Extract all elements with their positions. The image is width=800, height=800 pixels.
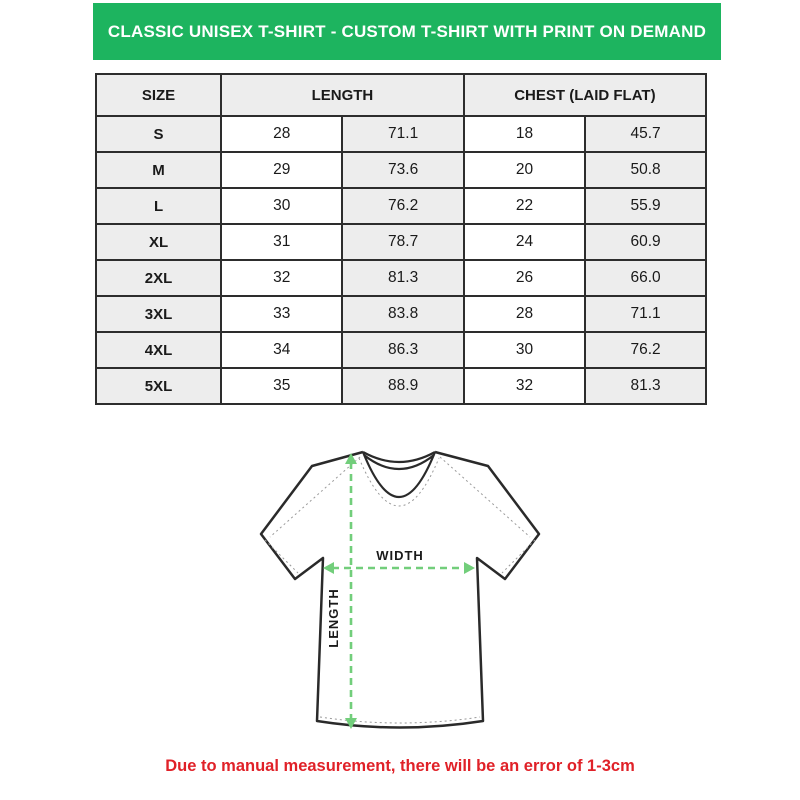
chest-in: 24 [464, 224, 585, 260]
size-label: 5XL [96, 368, 221, 404]
chest-cm: 50.8 [585, 152, 706, 188]
table-row [96, 260, 706, 296]
chest-cm: 55.9 [585, 188, 706, 224]
table-row [96, 152, 706, 188]
table-row [96, 332, 706, 368]
tshirt-measurement-diagram [248, 436, 552, 748]
length-in: 35 [221, 368, 342, 404]
length-label: LENGTH [326, 588, 341, 648]
length-cm: 81.3 [342, 260, 463, 296]
size-label: 3XL [96, 296, 221, 332]
table-header-row [96, 74, 706, 116]
length-cm: 78.7 [342, 224, 463, 260]
chest-cm: 81.3 [585, 368, 706, 404]
chest-in: 20 [464, 152, 585, 188]
chest-in: 32 [464, 368, 585, 404]
table-row [96, 368, 706, 404]
chest-in: 18 [464, 116, 585, 152]
length-cm: 76.2 [342, 188, 463, 224]
header-length: LENGTH [221, 74, 464, 116]
size-label: 4XL [96, 332, 221, 368]
header-size: SIZE [96, 74, 221, 116]
length-in: 29 [221, 152, 342, 188]
size-label: XL [96, 224, 221, 260]
length-in: 32 [221, 260, 342, 296]
size-label: 2XL [96, 260, 221, 296]
length-in: 33 [221, 296, 342, 332]
length-cm: 71.1 [342, 116, 463, 152]
length-in: 30 [221, 188, 342, 224]
chest-cm: 60.9 [585, 224, 706, 260]
header-chest: CHEST (LAID FLAT) [464, 74, 706, 116]
length-in: 34 [221, 332, 342, 368]
length-cm: 86.3 [342, 332, 463, 368]
chest-cm: 76.2 [585, 332, 706, 368]
chest-in: 28 [464, 296, 585, 332]
chest-cm: 66.0 [585, 260, 706, 296]
table-row [96, 296, 706, 332]
table-row [96, 188, 706, 224]
chest-cm: 71.1 [585, 296, 706, 332]
length-cm: 83.8 [342, 296, 463, 332]
length-in: 28 [221, 116, 342, 152]
length-cm: 88.9 [342, 368, 463, 404]
width-label: WIDTH [376, 548, 424, 563]
chest-in: 22 [464, 188, 585, 224]
page-title: CLASSIC UNISEX T-SHIRT - CUSTOM T-SHIRT WITH PRINT ON DEMAND [107, 21, 707, 41]
measurement-disclaimer: Due to manual measurement, there will be an error of 1-3cm [165, 757, 635, 775]
length-cm: 73.6 [342, 152, 463, 188]
length-in: 31 [221, 224, 342, 260]
table-row [96, 224, 706, 260]
size-label: L [96, 188, 221, 224]
size-chart-table [95, 73, 707, 405]
size-label: M [96, 152, 221, 188]
chest-cm: 45.7 [585, 116, 706, 152]
title-banner [93, 3, 721, 60]
chest-in: 26 [464, 260, 585, 296]
table-row [96, 116, 706, 152]
tshirt-outline [261, 452, 539, 728]
chest-in: 30 [464, 332, 585, 368]
size-label: S [96, 116, 221, 152]
